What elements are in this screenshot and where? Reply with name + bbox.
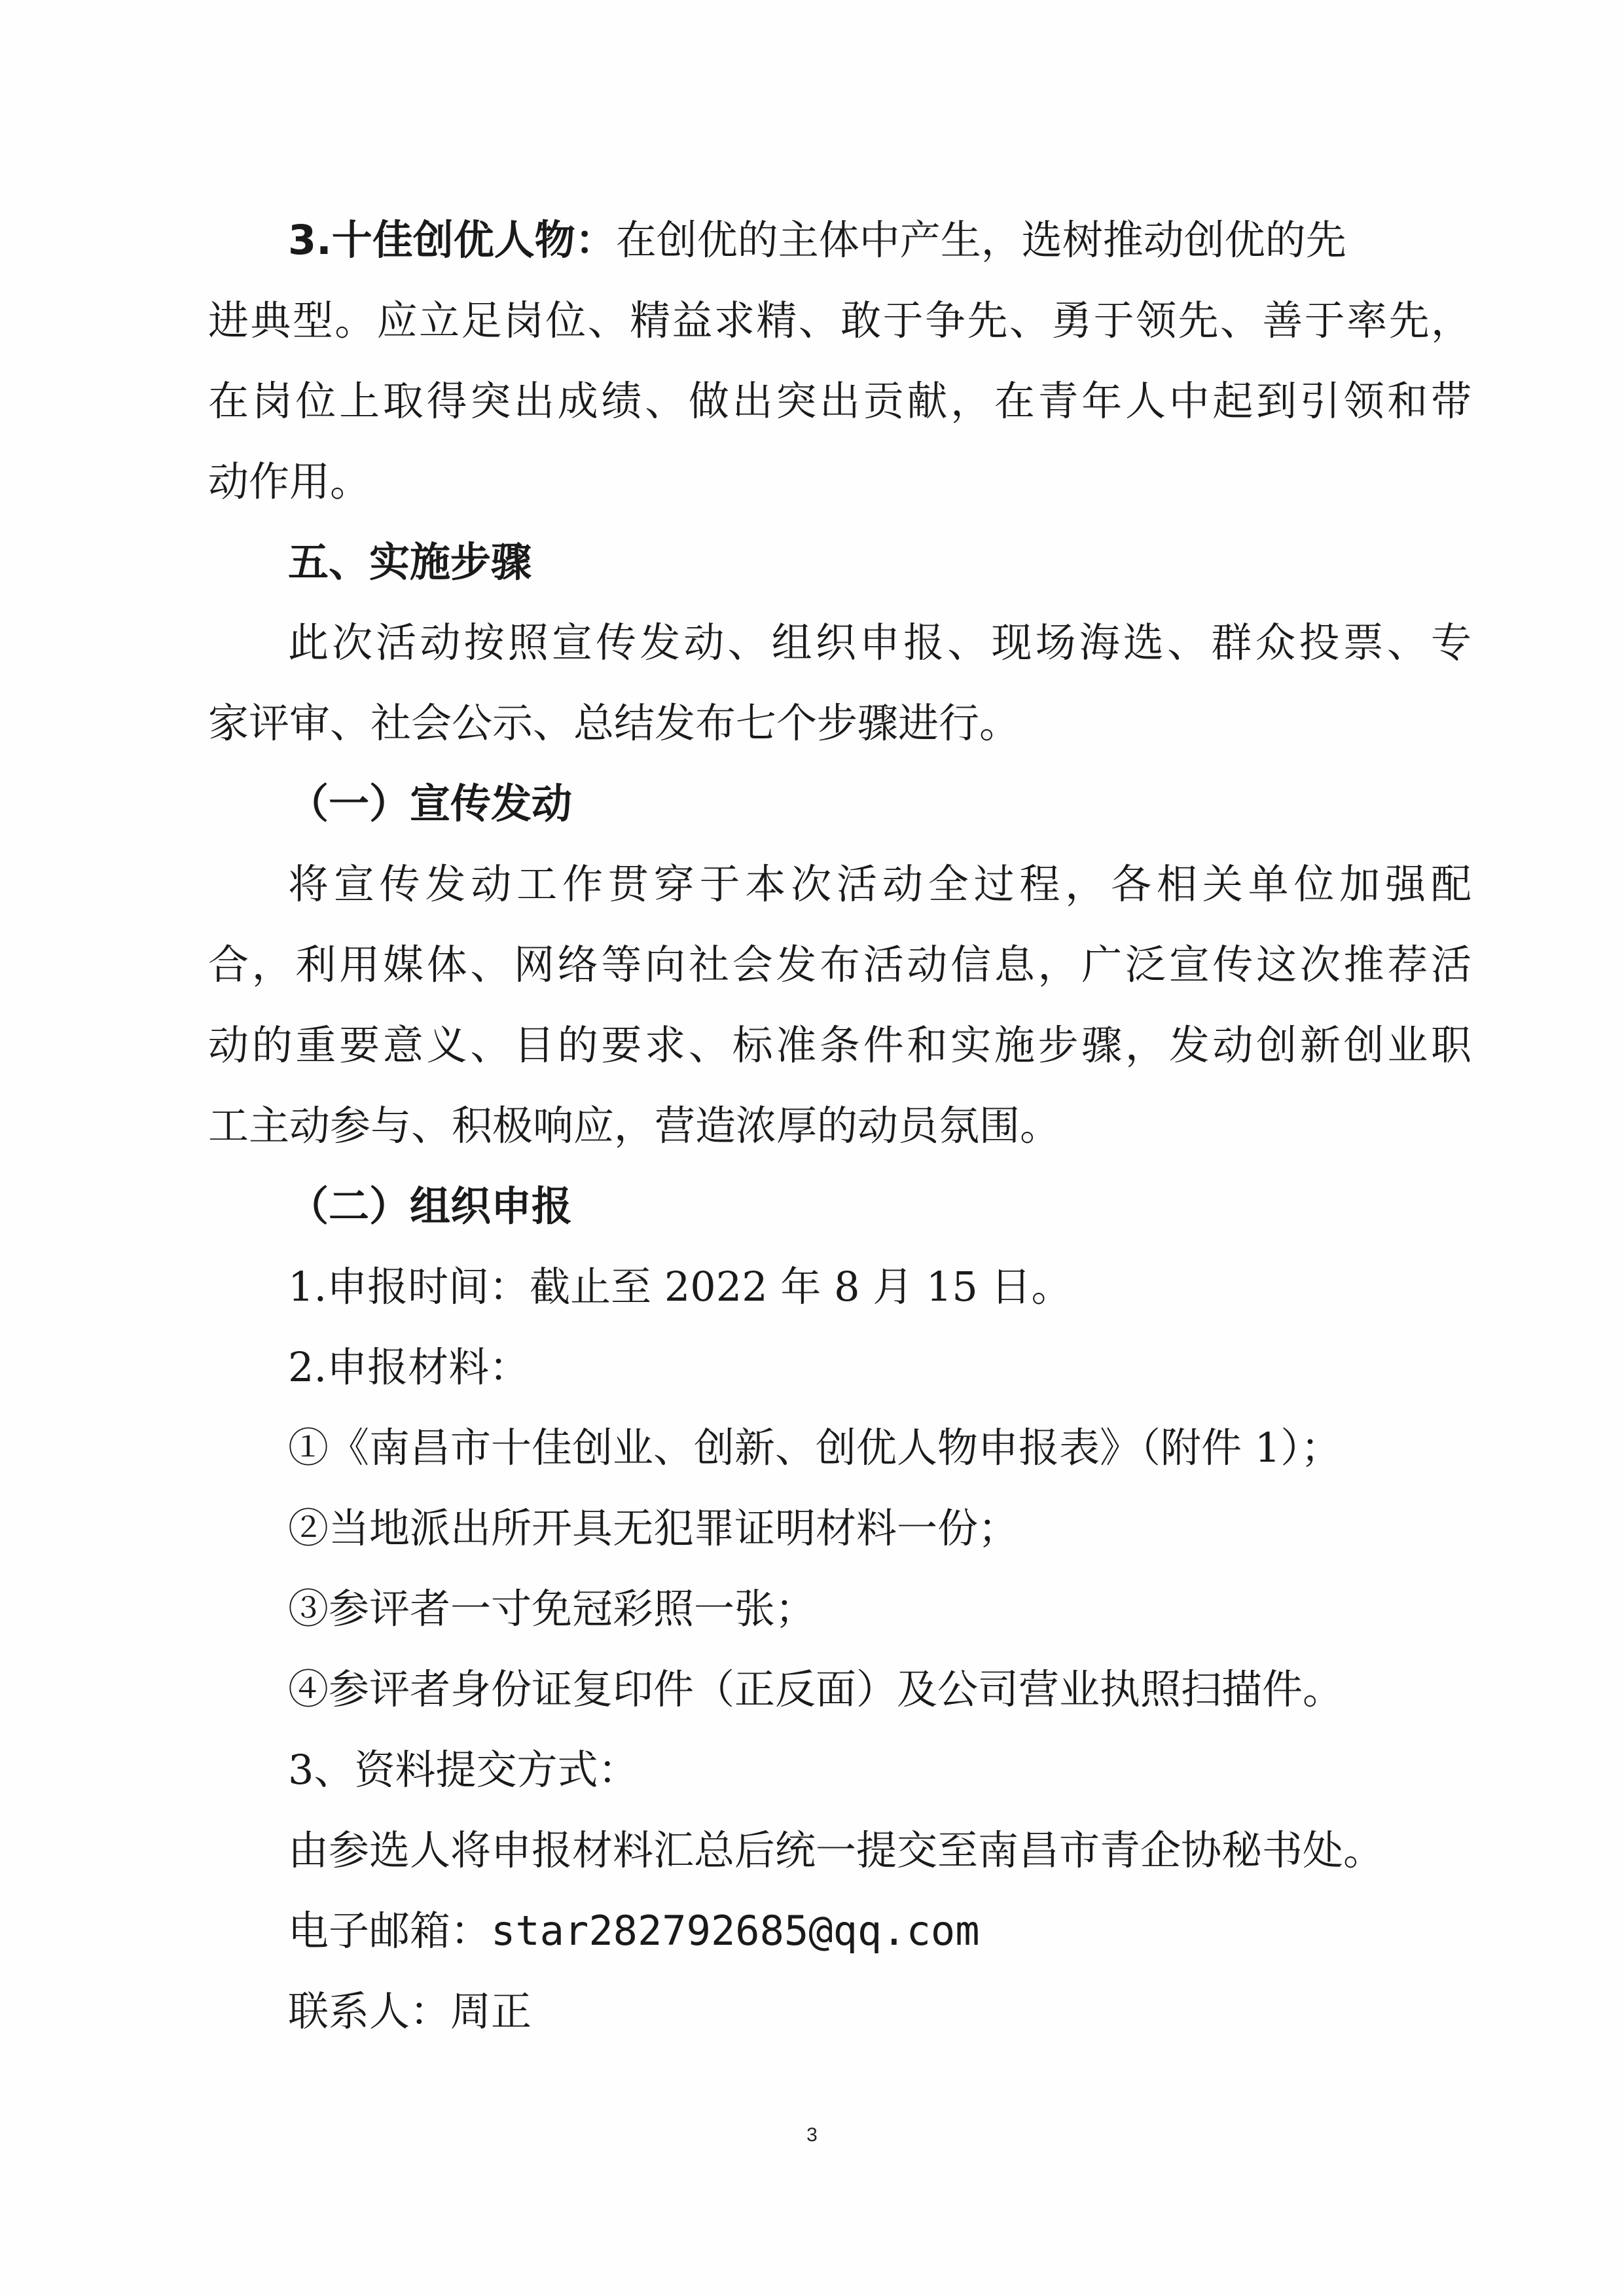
email-line bbox=[288, 1905, 980, 1957]
paragraph-3-line-2: 进典型。应立足岗位、精益求精、敢于争先、勇于领先、善于率先， bbox=[208, 297, 1471, 344]
paragraph-3-line-3: 在岗位上取得突出成绩、做出突出贡献，在青年人中起到引领和带 bbox=[208, 377, 1471, 425]
paragraph-3-lead: 3.十佳创优人物： bbox=[288, 216, 616, 264]
subsection-1-line-3: 动的重要意义、目的要求、标准条件和实施步骤，发动创新创业职 bbox=[208, 1021, 1471, 1069]
contact-name: 周正 bbox=[450, 1987, 532, 2035]
material-4: ④参评者身份证复印件（正反面）及公司营业执照扫描件。 bbox=[288, 1665, 1344, 1713]
deadline-item: 1.申报时间：截止至 2022 年 8 月 15 日。 bbox=[288, 1263, 1072, 1310]
paragraph-3-line-1-text: 在创优的主体中产生，选树推动创优的先 bbox=[615, 216, 1346, 264]
material-1: ①《南昌市十佳创业、创新、创优人物申报表》（附件 1）； bbox=[288, 1424, 1342, 1472]
email-label: 电子邮箱： bbox=[288, 1907, 492, 1955]
contact-label: 联系人： bbox=[288, 1987, 451, 2035]
material-2: ②当地派出所开具无犯罪证明材料一份； bbox=[288, 1504, 1019, 1552]
section-5-intro-line-2: 家评审、社会公示、总结发布七个步骤进行。 bbox=[208, 699, 1020, 747]
contact-line bbox=[288, 1985, 532, 2038]
section-5-intro-line-1: 此次活动按照宣传发动、组织申报、现场海选、群众投票、专 bbox=[288, 619, 1471, 666]
subsection-1-line-2: 合，利用媒体、网络等向社会发布活动信息，广泛宣传这次推荐活 bbox=[208, 941, 1471, 988]
subsection-1-line-1: 将宣传发动工作贯穿于本次活动全过程，各相关单位加强配 bbox=[288, 860, 1471, 908]
email-address: star282792685@qq.com bbox=[491, 1907, 980, 1955]
material-3: ③参评者一寸免冠彩照一张； bbox=[288, 1585, 816, 1633]
paragraph-3-line-4: 动作用。 bbox=[208, 458, 371, 505]
paragraph-3-line-1 bbox=[288, 214, 1346, 266]
materials-item: 2.申报材料： bbox=[288, 1343, 530, 1391]
page-number: 3 bbox=[806, 2124, 818, 2146]
section-5-heading: 五、实施步骤 bbox=[288, 538, 532, 586]
submission-text: 由参选人将申报材料汇总后统一提交至南昌市青企协秘书处。 bbox=[288, 1826, 1384, 1874]
subsection-1-heading: （一）宣传发动 bbox=[288, 780, 573, 827]
submission-method-item: 3、资料提交方式： bbox=[288, 1746, 639, 1794]
subsection-2-heading: （二）组织申报 bbox=[288, 1182, 573, 1230]
subsection-1-line-4: 工主动参与、积极响应，营造浓厚的动员氛围。 bbox=[208, 1102, 1061, 1149]
